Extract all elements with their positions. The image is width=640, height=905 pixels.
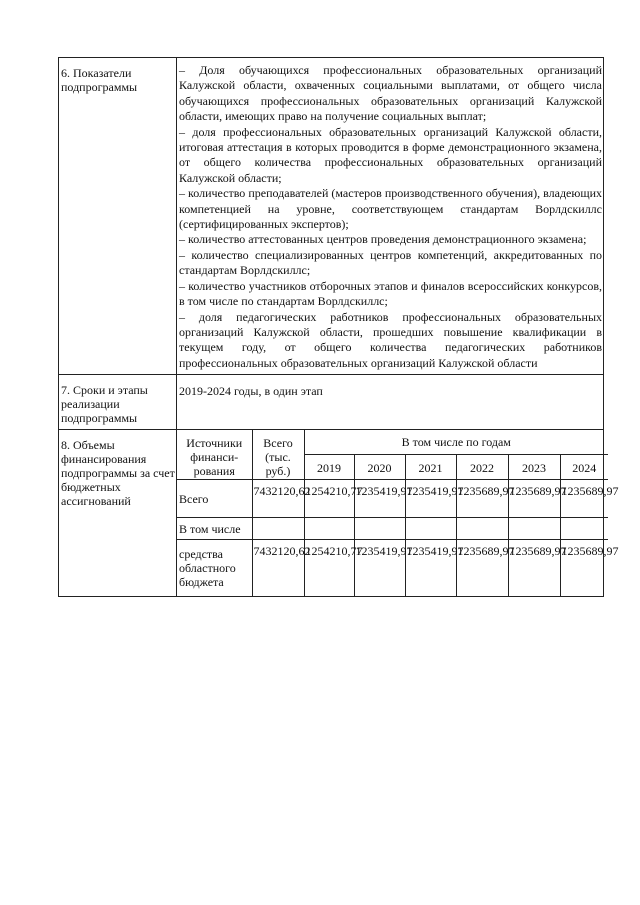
financing-cell-year <box>560 518 608 540</box>
indicator-item: – количество аттестованных центров проведения демонстрационного экзамена; <box>179 232 587 247</box>
passport-table <box>58 57 619 597</box>
financing-cell-year: 1235689,97 <box>560 540 608 596</box>
indicator-item: – доля профессиональных образовательных организаций Калужской области, итоговая аттестация в которых проводится в форме демонстрационного экзамена, от общего количества профессиональных образовательных организаций Калужской области; <box>179 124 602 185</box>
financing-cell-year: 1235689,97 <box>560 480 608 518</box>
indicator-item: – количество преподавателей (мастеров производственного обучения), владеющих компетенцией на уровне, соответствующем стандартам Ворлдскиллс (сертифицированных экспертов); <box>179 186 602 232</box>
year-header: 2019 <box>304 454 354 480</box>
financing-cell-year <box>405 518 456 540</box>
financing-cell-year: 1254210,77 <box>304 480 354 518</box>
year-header: 2022 <box>456 454 508 480</box>
financing-cell-year: 1235689,97 <box>508 540 560 596</box>
indicator-item: – Доля обучающихся профессиональных образовательных организаций Калужской области, охваченных социальными выплатами, от общего числа обучающихся профессиональных образовательных организаций Калужской области, имеющих право на получение социальных выплат; <box>179 63 602 124</box>
financing-row-label: В том числе <box>177 518 252 540</box>
financing-header-row <box>177 430 608 454</box>
financing-cell-year <box>304 518 354 540</box>
financing-row-including <box>177 518 608 540</box>
year-header: 2024 <box>560 454 608 480</box>
financing-cell-year <box>354 518 405 540</box>
indicators-list <box>177 58 604 375</box>
financing-cell-total: 7432120,62 <box>252 540 304 596</box>
financing-row-regional-budget <box>177 540 608 596</box>
financing-row-total <box>177 480 608 518</box>
financing-cell-year: 1254210,77 <box>304 540 354 596</box>
column-header-years-group: В том числе по годам <box>304 430 608 454</box>
financing-table <box>177 430 619 596</box>
financing-cell-total <box>252 518 304 540</box>
financing-cell-year: 1235419,97 <box>405 540 456 596</box>
year-header: 2021 <box>405 454 456 480</box>
financing-cell-year <box>456 518 508 540</box>
timeline-value: 2019-2024 годы, в один этап <box>177 375 604 430</box>
financing-row-label: средства областного бюджета <box>177 540 252 596</box>
financing-cell-year <box>508 518 560 540</box>
financing-cell-year: 1235689,97 <box>508 480 560 518</box>
financing-cell-year: 1235419,97 <box>405 480 456 518</box>
financing-cell-year: 1235689,97 <box>456 540 508 596</box>
indicator-item: – количество участников отборочных этапов и финалов всероссийских конкурсов, в том числе по стандартам Ворлдскиллс; <box>179 278 602 309</box>
row-timeline <box>59 375 604 430</box>
financing-cell-total: 7432120,62 <box>252 480 304 518</box>
row-indicators <box>59 58 604 375</box>
year-header: 2023 <box>508 454 560 480</box>
financing-cell-year: 1235419,97 <box>354 480 405 518</box>
financing-cell <box>177 430 619 597</box>
financing-row-label: Всего <box>177 480 252 518</box>
financing-cell-year: 1235419,97 <box>354 540 405 596</box>
row-label: 6. Показатели подпрограммы <box>59 58 177 375</box>
row-label: 8. Объемы финансирования подпрограммы за счет бюджетных ассигнований <box>59 430 177 597</box>
column-header-total: Всего (тыс. руб.) <box>252 430 304 480</box>
indicator-item: – количество специализированных центров компетенций, аккредитованных по стандартам Ворлдскиллс; <box>179 247 602 278</box>
indicator-item: – доля педагогических работников профессиональных образовательных организаций Калужской области, прошедших повышение квалификации в текущем году, от общего количества педагогических работников профессиональных образовательных организаций Калужской области <box>179 309 602 370</box>
year-header: 2020 <box>354 454 405 480</box>
column-header-source: Источники финанси-рования <box>177 430 252 480</box>
row-financing <box>59 430 604 597</box>
financing-cell-year: 1235689,97 <box>456 480 508 518</box>
passport-document <box>58 57 619 597</box>
row-label: 7. Сроки и этапы реализации подпрограммы <box>59 375 177 430</box>
